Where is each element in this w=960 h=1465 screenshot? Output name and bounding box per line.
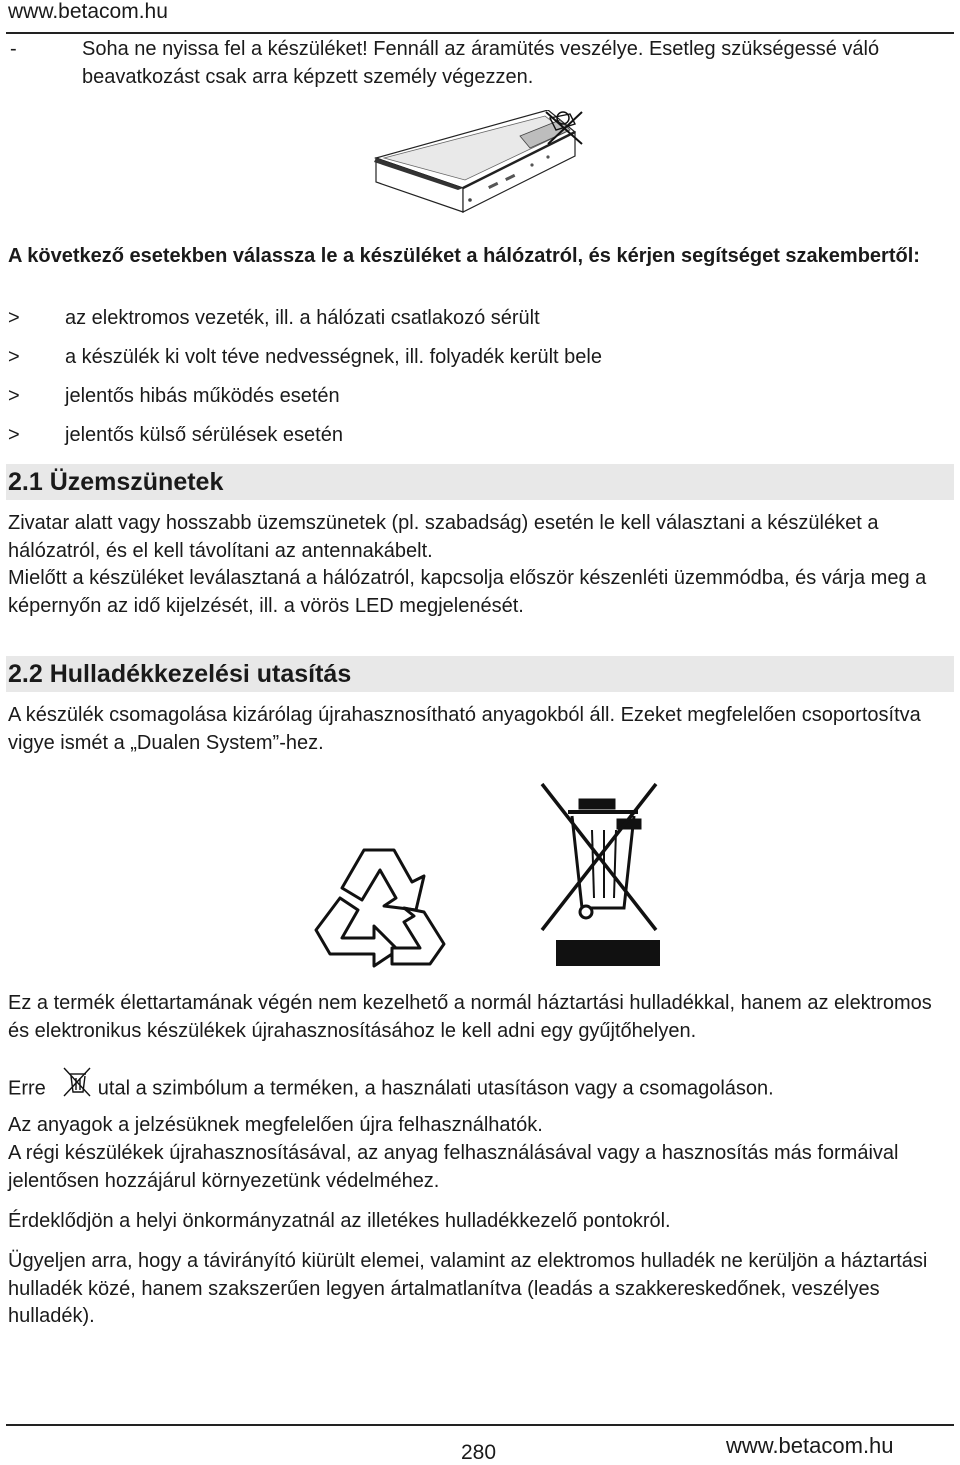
- crossed-bin-icon: [538, 780, 664, 968]
- header-rule: [6, 32, 954, 34]
- section-title: 2.1 Üzemszünetek: [8, 468, 224, 496]
- bullet-marker: >: [8, 307, 20, 329]
- paragraph: A régi készülékek újrahasznosításával, az anyag felhasználásával vagy a hasznosítás más formáival jelentősen hozzájárul környezetünk védelméhez.: [8, 1142, 899, 1192]
- list-item-text: a készülék ki volt téve nedvességnek, ill. folyadék került bele: [65, 346, 602, 368]
- header-site-url: www.betacom.hu: [8, 0, 168, 23]
- list-item-text: az elektromos vezeték, ill. a hálózati csatlakozó sérült: [65, 307, 540, 329]
- section-title: 2.2 Hulladékkezelési utasítás: [8, 660, 352, 688]
- crossed-bin-small-icon: [62, 1066, 92, 1100]
- bullet-marker: >: [8, 424, 20, 446]
- list-item-text: jelentős hibás működés esetén: [65, 385, 340, 407]
- recycle-icon: [312, 842, 448, 970]
- paragraph: Érdeklődjön a helyi önkormányzatnál az illetékes hulladékkezelő pontokról.: [8, 1210, 671, 1232]
- paragraph: Ügyeljen arra, hogy a távirányító kiürült elemei, valamint az elektromos hulladék ne kerüljön a háztartási hulladék közé, hanem szakszerűen legyen ártalmatlanítva (leadás a szakkereskedőnek, veszélyes hulladék).: [8, 1250, 928, 1327]
- footer-site-url: www.betacom.hu: [726, 1433, 894, 1458]
- disconnect-heading: A következő esetekben válassza le a készüléket a hálózatról, és kérjen segítséget szakembertől:: [8, 245, 920, 267]
- warning-dash: -: [10, 38, 17, 60]
- section-heading-2-2: [6, 656, 954, 692]
- symbol-reference-line: [8, 1072, 774, 1106]
- symbol-pre-text: Erre: [8, 1077, 46, 1100]
- section-heading-2-1: [6, 464, 954, 500]
- paragraph: Az anyagok a jelzésüknek megfelelően újra felhasználhatók.: [8, 1114, 543, 1136]
- page-number: 280: [461, 1441, 497, 1464]
- bullet-marker: >: [8, 346, 20, 368]
- footer-rule: [6, 1424, 954, 1426]
- symbol-post-text: utal a szimbólum a terméken, a használati utasításon vagy a csomagoláson.: [97, 1077, 774, 1100]
- paragraph: Ez a termék élettartamának végén nem kezelhető a normál háztartási hulladékkal, hanem az elektromos és elektronikus készülékek újrahasznosításához le kell adni egy gyűjtőhelyen.: [8, 992, 932, 1042]
- paragraph: Zivatar alatt vagy hosszabb üzemszünetek (pl. szabadság) esetén le kell választani a készüléket a hálózatról, és el kell távolítani az antennakábelt.: [8, 512, 879, 562]
- no-open-device-icon: [370, 110, 590, 222]
- warning-text: Soha ne nyissa fel a készüléket! Fennáll az áramütés veszélye. Esetleg szükségessé váló beavatkozást csak arra képzett személy végezzen.: [82, 38, 880, 88]
- paragraph: Mielőtt a készüléket leválasztaná a hálózatról, kapcsolja először készenléti üzemmódba, és várja meg a képernyőn az idő kijelzését, ill. a vörös LED megjelenését.: [8, 567, 927, 617]
- bullet-marker: >: [8, 385, 20, 407]
- list-item-text: jelentős külső sérülések esetén: [65, 424, 343, 446]
- paragraph: A készülék csomagolása kizárólag újrahasznosítható anyagokból áll. Ezeket megfelelően csoportosítva vigye ismét a „Dualen System”-hez.: [8, 704, 921, 754]
